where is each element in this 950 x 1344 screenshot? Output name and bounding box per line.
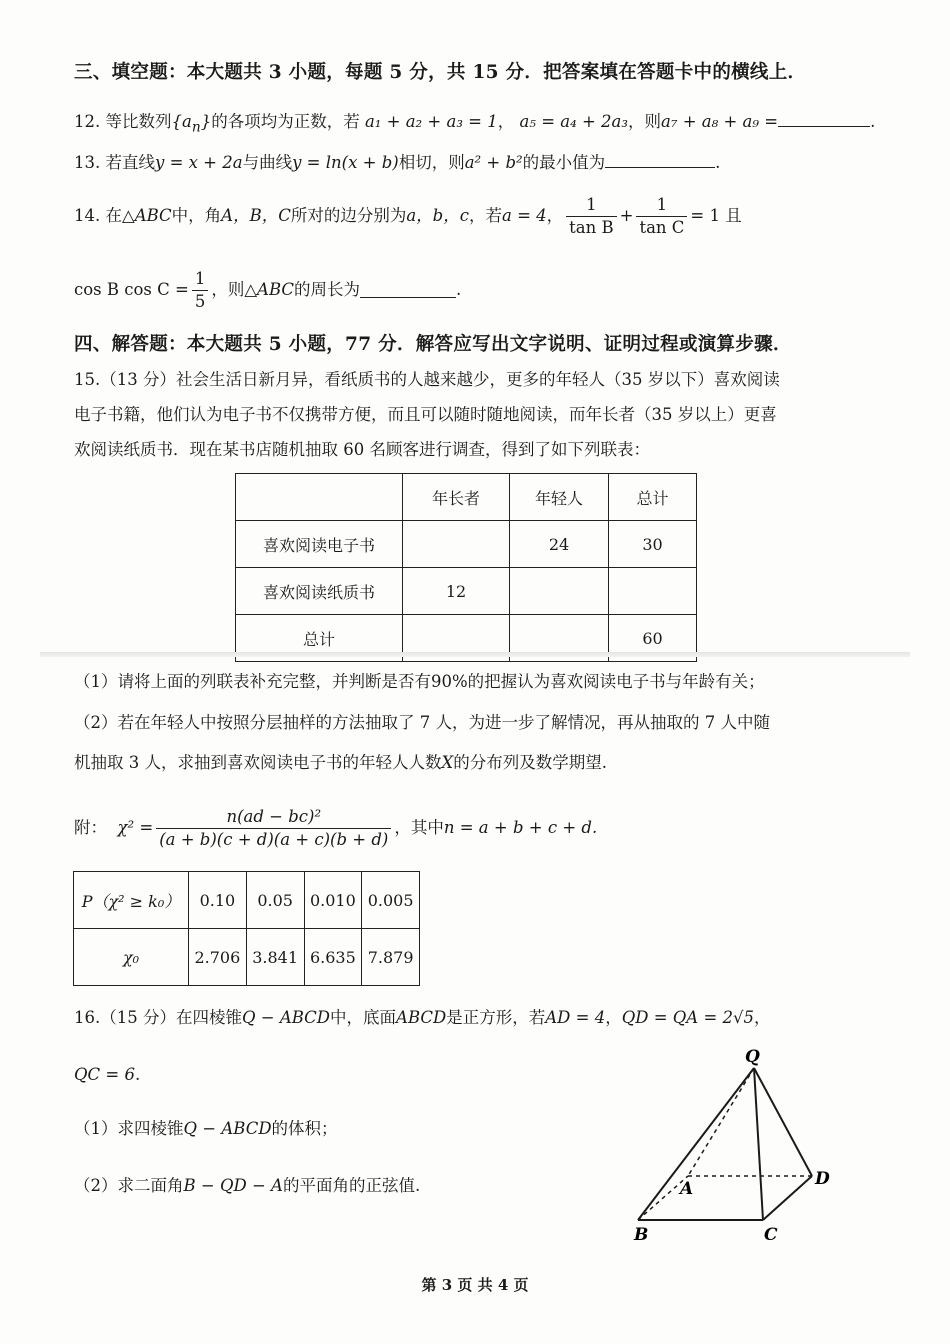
q15-line-1: 15.（13 分）社会生活日新月异，看纸质书的人越来越少，更多的年轻人（35 岁以下）喜欢阅读 (74, 370, 780, 389)
contingency-table (235, 473, 697, 662)
q15-part-1: （1）请将上面的列联表补充完整，并判断是否有90%的把握认为喜欢阅读电子书与年龄有关； (74, 672, 765, 691)
fraction-1-over-tanB: $\frac{1}{\text{tan B}}$ (566, 194, 616, 239)
table-row (236, 568, 697, 615)
table-cell[interactable] (609, 568, 697, 615)
edge-QA-hidden (688, 1068, 754, 1176)
sequence-symbol: $\{a_n\}$ (171, 112, 212, 136)
answer-blank-13[interactable] (605, 153, 715, 168)
table-cell: 2.706 (189, 929, 247, 986)
q15-part-2a: （2）若在年轻人中按照分层抽样的方法抽取了 7 人，为进一步了解情况，再从抽取的 7 人中随 (74, 713, 770, 732)
answer-blank-12[interactable] (778, 112, 870, 127)
page-footer: 第 3 页 共 4 页 (421, 1276, 529, 1294)
pyramid-figure (620, 1040, 840, 1250)
row-label: 喜欢阅读纸质书 (236, 568, 403, 615)
table-row (236, 521, 697, 568)
q15-part-2b: 机抽取 3 人，求抽到喜欢阅读电子书的年轻人人数X的分布列及数学期望. (74, 753, 607, 772)
q16-part-2: （2）求二面角B − QD − A的平面角的正弦值. (74, 1176, 421, 1195)
table-row (74, 929, 420, 986)
table-cell: 0.05 (246, 872, 304, 929)
row-label: χ₀ (74, 929, 189, 986)
table-cell (236, 474, 403, 521)
q14-a-value: a = 4 (501, 206, 547, 225)
question-16-line1: 16.（15 分）在四棱锥Q − ABCD中，底面ABCD是正方形，若AD = 4，QD = QA = 2√5， (74, 1008, 771, 1027)
q13-line: y = x + 2a (155, 153, 243, 172)
question-14-line1: 14. 在△ ABC 中，角 A，B，C 所对的边分别为 a，b，c ，若 a = 4 ， $\frac{1}{\text{tan B}}$ + $\frac{1}{\text{tan C}}$ = 1 且 (74, 194, 742, 237)
fraction-1-over-tanC: $\frac{1}{\text{tan C}}$ (636, 194, 687, 239)
critical-value-table (73, 871, 420, 986)
section4-title: 四、解答题：本大题共 5 小题，77 分．解答应写出文字说明、证明过程或演算步骤． (74, 334, 792, 355)
row-label: 喜欢阅读电子书 (236, 521, 403, 568)
vertex-label-c: C (764, 1225, 778, 1245)
table-cell[interactable] (510, 568, 609, 615)
answer-blank-14[interactable] (360, 283, 456, 298)
table-header: 总计 (609, 474, 697, 521)
scan-fold-line (40, 652, 910, 657)
question-12: 12. 等比数列$\{a_n\}$的各项均为正数，若 a₁ + a₂ + a₃ = 1， a₅ = a₄ + 2a₃，则a₇ + a₈ + a₉ = . (74, 112, 876, 136)
vertex-label-a: A (680, 1179, 694, 1199)
q15-line-3: 欢阅读纸质书．现在某书店随机抽取 60 名顾客进行调查，得到了如下列联表： (74, 440, 650, 459)
q15-line-2: 电子书籍，他们认为电子书不仅携带方便，而且可以随时随地阅读，而年长者（35 岁以上）更喜 (74, 405, 777, 424)
fraction-one-fifth: $\frac{1}{5}$ (192, 268, 209, 313)
vertex-label-q: Q (745, 1047, 760, 1067)
table-row (74, 872, 420, 929)
table-cell: 12 (403, 568, 510, 615)
vertex-label-b: B (634, 1225, 649, 1245)
q12-condition-2: a₅ = a₄ + 2a₃ (519, 112, 628, 131)
row-label: 总计 (236, 615, 403, 662)
q12-condition-1: a₁ + a₂ + a₃ = 1 (364, 112, 498, 131)
chi-square-fraction: $\frac{\text{n(ad − bc)²}}{(a + b)(c + d)(a + c)(b + d)}$ (156, 806, 391, 851)
edge-QB (638, 1068, 754, 1220)
table-cell: 24 (510, 521, 609, 568)
table-cell: 3.841 (246, 929, 304, 986)
table-header-row (236, 474, 697, 521)
edge-QD (754, 1068, 812, 1176)
table-cell: 0.10 (189, 872, 247, 929)
table-header: 年轻人 (510, 474, 609, 521)
table-cell: 6.635 (304, 929, 362, 986)
table-cell: 7.879 (362, 929, 420, 986)
q13-expression: a² + b² (464, 153, 523, 172)
question-13: 13. 若直线y = x + 2a与曲线y = ln(x + b)相切，则a² + b²的最小值为 . (74, 153, 721, 172)
table-header: 年长者 (403, 474, 510, 521)
q12-target: a₇ + a₈ + a₉ = (661, 112, 779, 131)
table-cell[interactable] (403, 521, 510, 568)
q16-part-1: （1）求四棱锥Q − ABCD的体积； (74, 1119, 338, 1138)
edge-QC (754, 1068, 763, 1220)
row-label: P（χ² ≥ k₀） (74, 872, 189, 929)
section3-title: 三、填空题：本大题共 3 小题，每题 5 分，共 15 分．把答案填在答题卡中的横线上． (74, 62, 807, 83)
table-cell: 60 (609, 615, 697, 662)
edge-CD (763, 1176, 812, 1220)
vertex-label-d: D (815, 1169, 830, 1189)
question-14-line2: cos B cos C = $\frac{1}{5}$ ，则△ ABC 的周长为 . (74, 268, 462, 311)
table-cell: 0.010 (304, 872, 362, 929)
question-16-line2: QC = 6. (74, 1065, 141, 1084)
table-cell: 0.005 (362, 872, 420, 929)
q13-curve: y = ln(x + b) (292, 153, 399, 172)
table-cell: 30 (609, 521, 697, 568)
chi-square-formula: 附： χ² = $\frac{\text{n(ad − bc)²}}{(a + b)(c + d)(a + c)(b + d)}$ ，其中 n = a + b + c + d. (74, 806, 598, 849)
